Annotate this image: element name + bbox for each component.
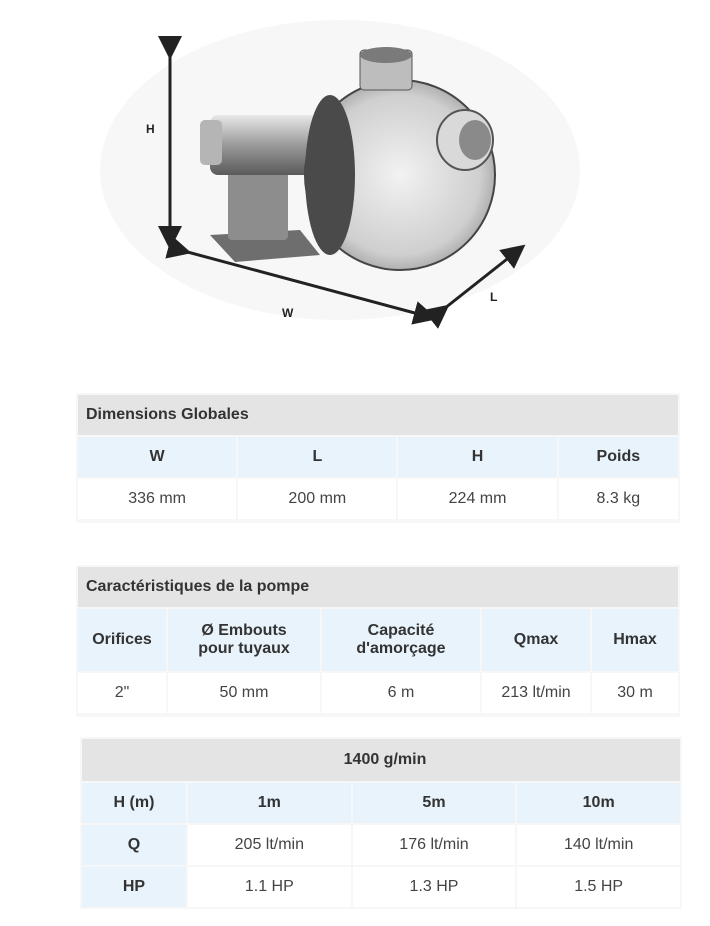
pump-characteristics-table	[76, 565, 680, 715]
performance-q-5m: 176 lt/min	[353, 825, 516, 865]
pump-header-hmax: Hmax	[592, 609, 678, 671]
performance-header-5m: 5m	[353, 783, 516, 823]
performance-header-1m: 1m	[188, 783, 351, 823]
pump-value-qmax: 213 lt/min	[482, 673, 590, 713]
pump-header-priming: Capacité d'amorçage	[322, 609, 480, 671]
height-label: H	[146, 122, 155, 136]
pump-diagram	[0, 0, 710, 340]
pump-illustration	[0, 0, 710, 340]
performance-table	[80, 737, 682, 909]
performance-row-label-q: Q	[82, 825, 186, 865]
pump-header-qmax: Qmax	[482, 609, 590, 671]
performance-q-1m: 205 lt/min	[188, 825, 351, 865]
pump-header-fittings: Ø Embouts pour tuyaux	[168, 609, 320, 671]
width-label: W	[282, 306, 294, 320]
dimensions-value-h: 224 mm	[398, 479, 556, 519]
performance-q-10m: 140 lt/min	[517, 825, 680, 865]
length-label: L	[490, 290, 498, 304]
pump-value-fittings: 50 mm	[168, 673, 320, 713]
dimensions-header-l: L	[238, 437, 396, 477]
dimensions-value-weight: 8.3 kg	[559, 479, 678, 519]
performance-hp-5m: 1.3 HP	[353, 867, 516, 907]
pump-title: Caractéristiques de la pompe	[78, 567, 678, 607]
performance-header-h: H (m)	[82, 783, 186, 823]
performance-header-10m: 10m	[517, 783, 680, 823]
dimensions-header-weight: Poids	[559, 437, 678, 477]
dimensions-header-w: W	[78, 437, 236, 477]
performance-title: 1400 g/min	[82, 739, 680, 781]
performance-row-label-hp: HP	[82, 867, 186, 907]
performance-hp-10m: 1.5 HP	[517, 867, 680, 907]
dimensions-table	[76, 393, 680, 521]
dimensions-header-h: H	[398, 437, 556, 477]
dimensions-value-l: 200 mm	[238, 479, 396, 519]
pump-value-hmax: 30 m	[592, 673, 678, 713]
pump-value-orifices: 2"	[78, 673, 166, 713]
dimensions-value-w: 336 mm	[78, 479, 236, 519]
dimensions-title: Dimensions Globales	[78, 395, 678, 435]
pump-header-orifices: Orifices	[78, 609, 166, 671]
pump-value-priming: 6 m	[322, 673, 480, 713]
performance-hp-1m: 1.1 HP	[188, 867, 351, 907]
